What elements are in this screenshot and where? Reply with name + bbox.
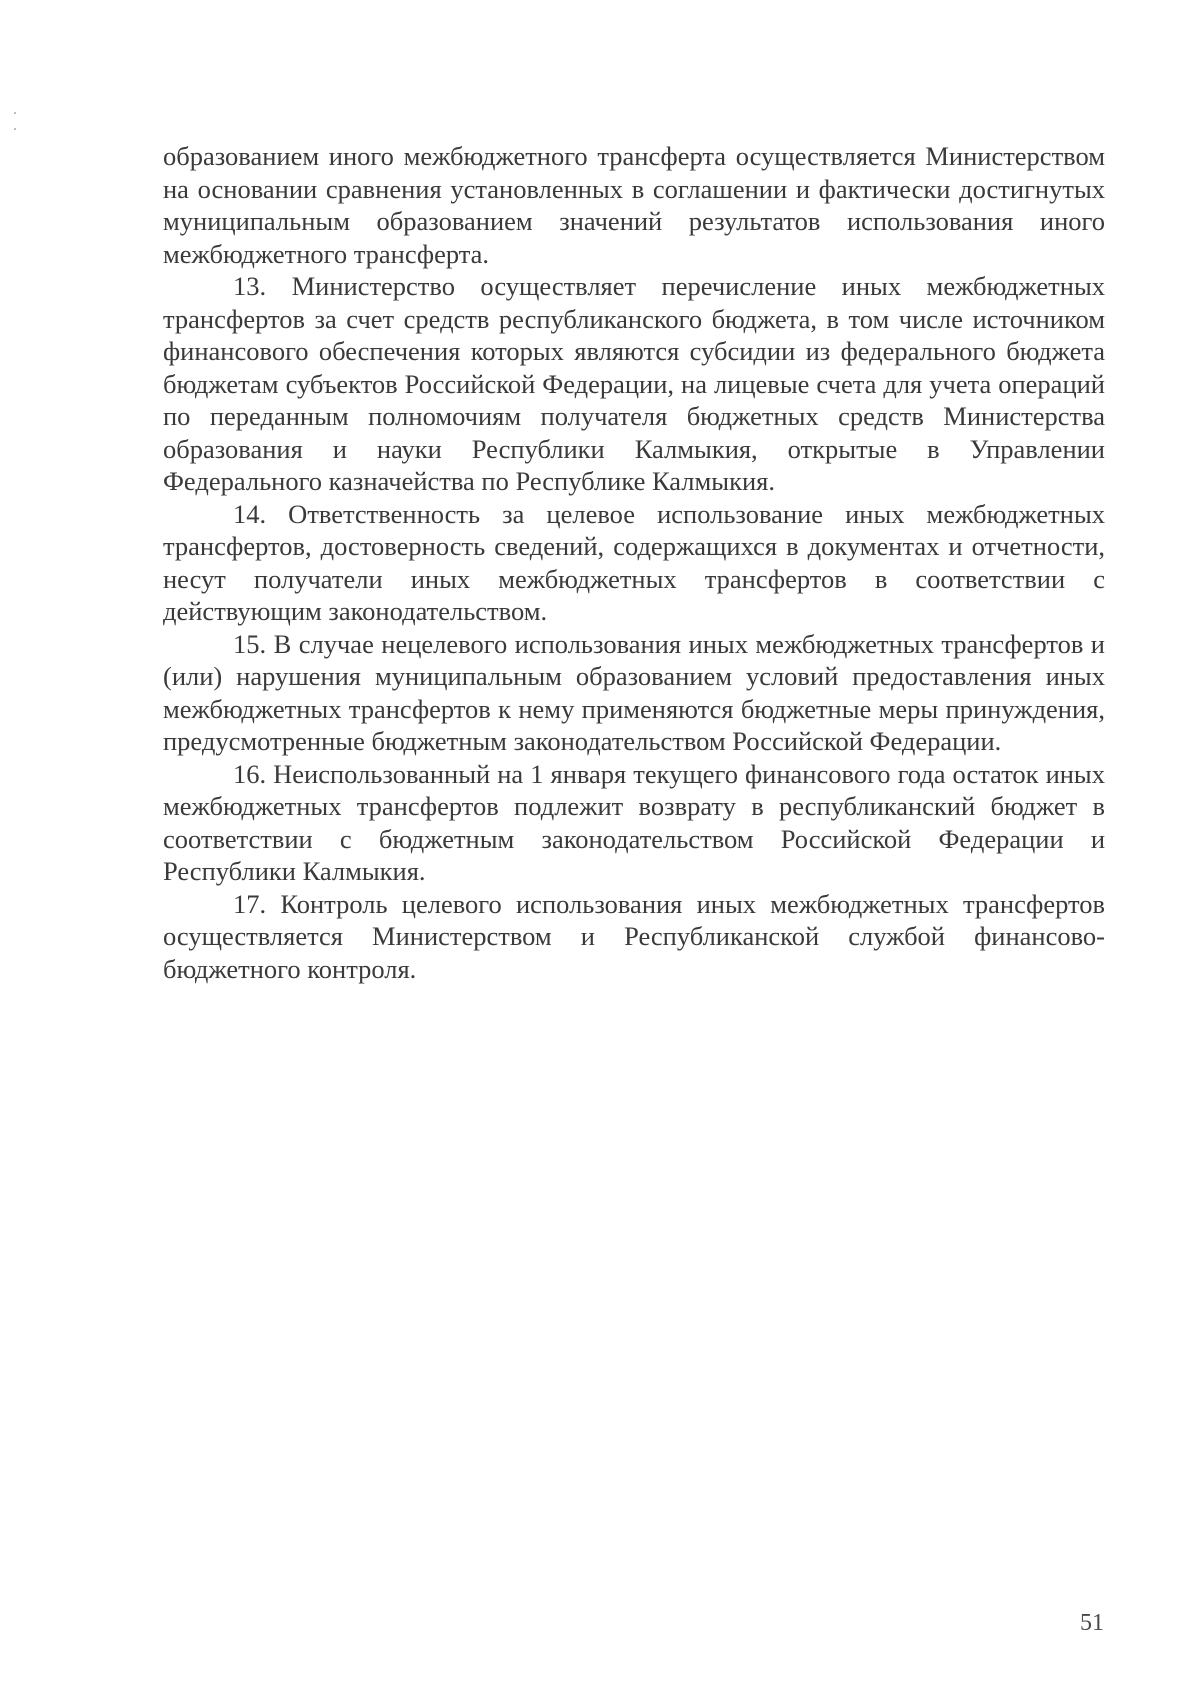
scan-speck (14, 112, 16, 114)
paragraph-14: 14. Ответственность за целевое использование иных межбюджетных трансфертов, достоверность сведений, содержащихся в документах и отчетности, несут получатели иных межбюджетных трансфертов в соответствии с действующим законодательством. (163, 498, 1105, 626)
paragraph-16: 16. Неиспользованный на 1 января текущего финансового года остаток иных межбюджетных трансфертов подлежит возврату в республиканский бюджет в соответствии с бюджетным законодательством Российской Федерации и Республики Калмыкия. (163, 758, 1105, 886)
paragraph-continuation: образованием иного межбюджетного трансферта осуществляется Министерством на основании сравнения установленных в соглашении и фактически достигнутых муниципальным образованием значений результатов использования иного межбюджетного трансферта. (163, 141, 1105, 269)
document-body (163, 140, 1105, 985)
paragraph-17: 17. Контроль целевого использования иных межбюджетных трансфертов осуществляется Министерством и Республиканской службой финансово-бюджетного контроля. (163, 888, 1105, 984)
paragraph-15: 15. В случае нецелевого использования иных межбюджетных трансфертов и (или) нарушения муниципальным образованием условий предоставления иных межбюджетных трансфертов к нему применяются бюджетные меры принуждения, предусмотренные бюджетным законодательством Российской Федерации. (163, 628, 1105, 756)
paragraph-13: 13. Министерство осуществляет перечисление иных межбюджетных трансфертов за счет средств республиканского бюджета, в том числе источником финансового обеспечения которых являются субсидии из федерального бюджета бюджетам субъектов Российской Федерации, на лицевые счета для учета операций по переданным полномочиям получателя бюджетных средств Министерства образования и науки Республики Калмыкия, открытые в Управлении Федерального казначейства по Республике Калмыкия. (163, 271, 1105, 496)
scan-speck (14, 128, 16, 130)
page-number: 51 (1080, 1610, 1104, 1636)
